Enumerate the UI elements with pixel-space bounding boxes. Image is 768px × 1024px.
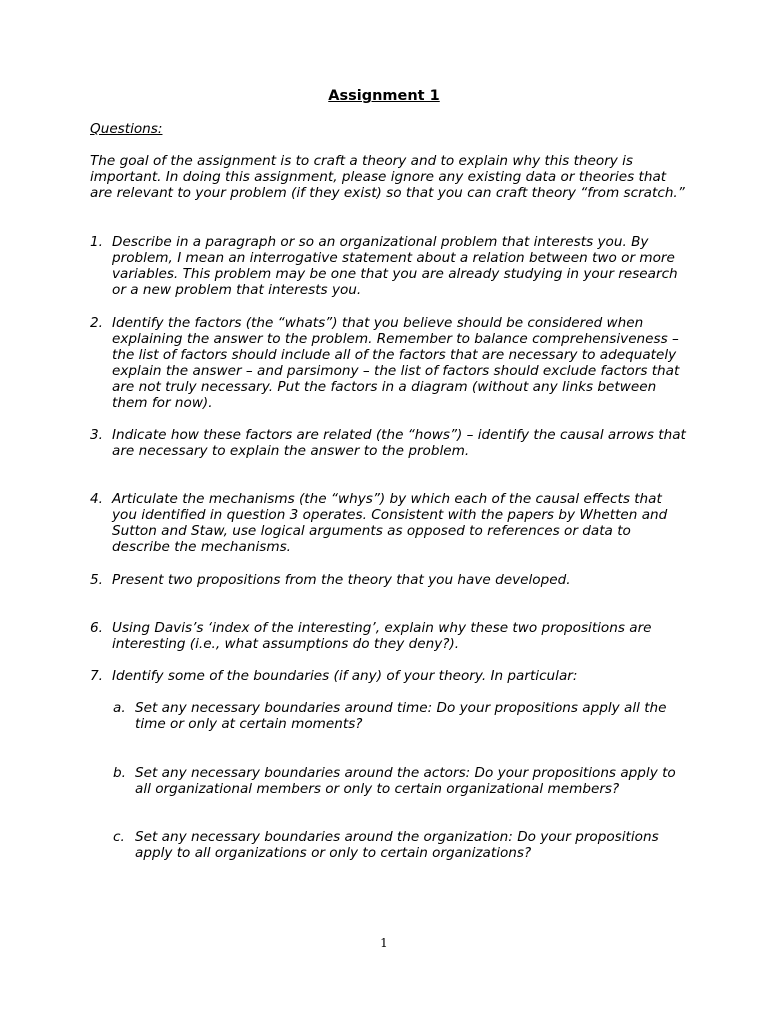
sub-item-c	[113, 829, 691, 861]
sub-item-letter: b.	[113, 765, 126, 781]
sub-item-text: Set any necessary boundaries around the actors: Do your propositions apply to all organizational members or only to certain organizational members?	[135, 765, 676, 797]
list-item-4	[90, 491, 690, 555]
list-item-3	[90, 427, 690, 459]
list-item-text: Present two propositions from the theory that you have developed.	[112, 572, 571, 588]
list-item-5	[90, 572, 690, 588]
list-item-text: Indicate how these factors are related (the “hows”) – identify the causal arrows that are necessary to explain the answer to the problem.	[112, 427, 686, 459]
sub-item-text: Set any necessary boundaries around the organization: Do your propositions apply to all organizations or only to certain organizations?	[135, 829, 659, 861]
sub-item-b	[113, 765, 691, 797]
page-number: 1	[380, 936, 388, 950]
list-item-text: Identify some of the boundaries (if any) of your theory. In particular:	[112, 668, 578, 684]
list-item-text: Articulate the mechanisms (the “whys”) by which each of the causal effects that you identified in question 3 operates. Consistent with the papers by Whetten and Sutton and Staw, use logical arguments as opposed to references or data to describe the mechanisms.	[112, 491, 668, 555]
list-item-number: 2.	[90, 315, 103, 331]
list-item-7	[90, 668, 690, 684]
sub-item-a	[113, 700, 691, 732]
list-item-number: 3.	[90, 427, 103, 443]
questions-label: Questions:	[90, 121, 163, 137]
list-item-text: Identify the factors (the “whats”) that you believe should be considered when explaining the answer to the problem. Remember to balance comprehensiveness – the list of factors should include all of the factors that are necessary to adequately explain the answer – and parsimony – the list of factors should exclude factors that are not truly necessary. Put the factors in a diagram (without any links between them for now).	[112, 315, 680, 411]
list-item-text: Using Davis’s ‘index of the interesting’, explain why these two propositions are interesting (i.e., what assumptions do they deny?).	[112, 620, 652, 652]
list-item-number: 7.	[90, 668, 103, 684]
list-item-number: 4.	[90, 491, 103, 507]
list-item-number: 5.	[90, 572, 103, 588]
list-item-text: Describe in a paragraph or so an organizational problem that interests you. By problem, I mean an interrogative statement about a relation between two or more variables. This problem may be one that you are already studying in your research or a new problem that interests you.	[112, 234, 678, 298]
document-title: Assignment 1	[328, 88, 440, 104]
list-item-1	[90, 234, 690, 298]
list-item-number: 1.	[90, 234, 103, 250]
sub-item-letter: a.	[113, 700, 126, 716]
list-item-number: 6.	[90, 620, 103, 636]
sub-item-text: Set any necessary boundaries around time: Do your propositions apply all the time or only at certain moments?	[135, 700, 667, 732]
sub-item-letter: c.	[113, 829, 125, 845]
intro-paragraph: The goal of the assignment is to craft a theory and to explain why this theory is important. In doing this assignment, please ignore any existing data or theories that are relevant to your problem (if they exist) so that you can craft theory “from scratch.”	[90, 153, 685, 201]
list-item-6	[90, 620, 690, 652]
list-item-2	[90, 315, 690, 411]
